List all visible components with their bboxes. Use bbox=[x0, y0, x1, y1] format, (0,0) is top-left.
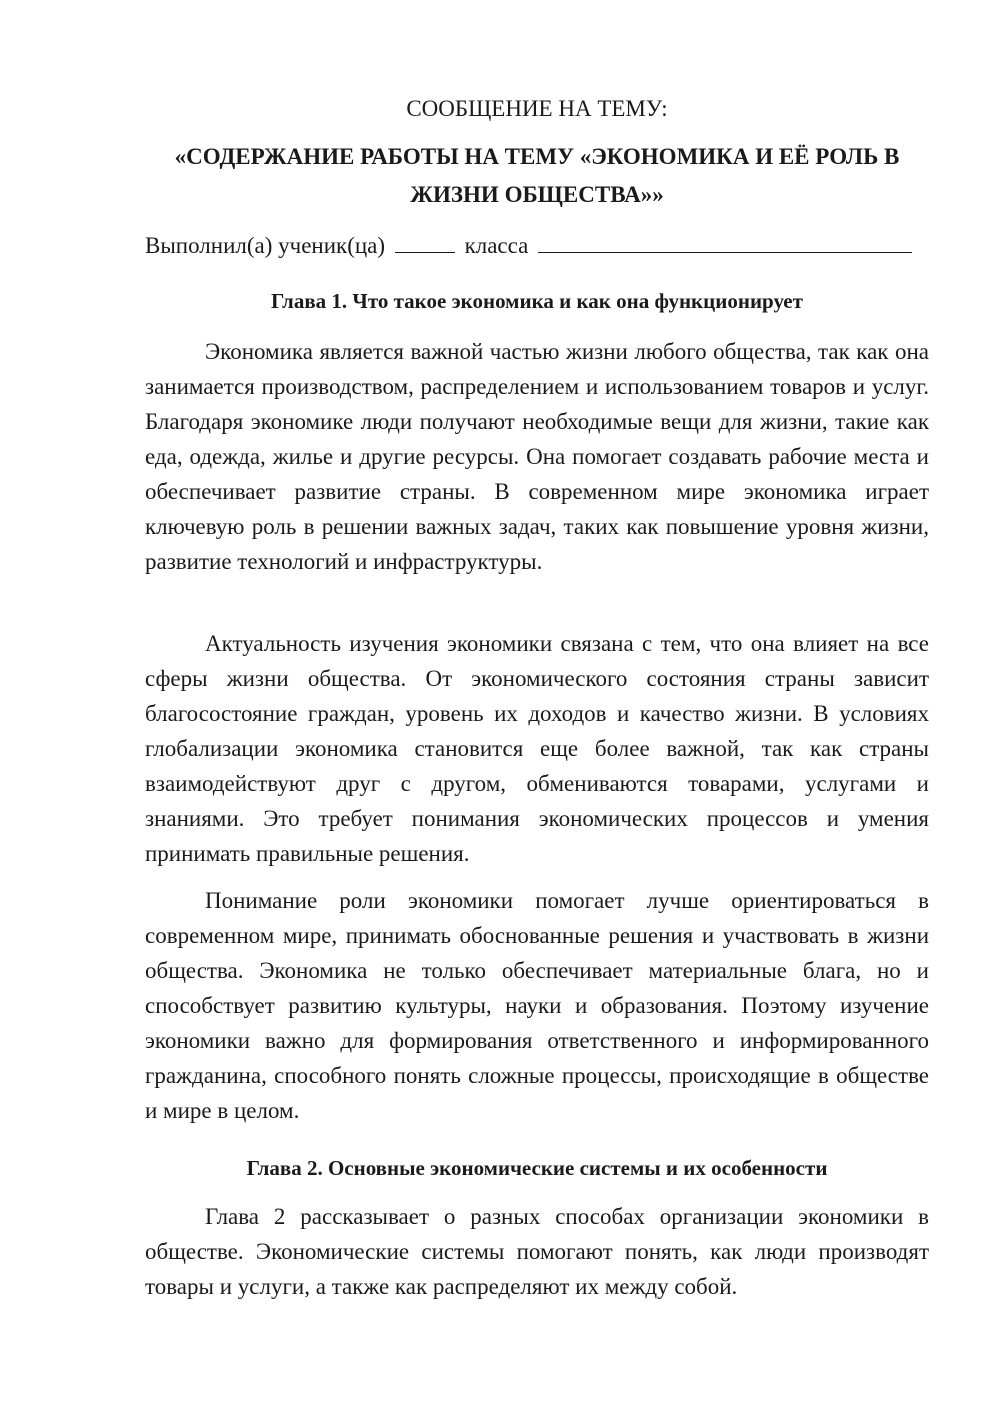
performer-label: Выполнил(а) ученик(ца) bbox=[145, 233, 386, 258]
chapter1-paragraph: Актуальность изучения экономики связана с тем, что она влияет на все сферы жизни общества. От экономического состояния страны зависит благосостояние граждан, уровень их доходов и качество жизни. В условиях глобализации экономика становится еще более важной, так как страны взаимодействуют друг с другом, обмениваются товарами, услугами и знаниями. Это требует понимания экономических процессов и умения принимать правильные решения. bbox=[145, 631, 929, 866]
chapter1-paragraph: Понимание роли экономики помогает лучше ориентироваться в современном мире, принимать обоснованные решения и участвовать в жизни общества. Экономика не только обеспечивает материальные блага, но и способствует развитию культуры, науки и образования. Поэтому изучение экономики важно для формирования ответственного и информированного гражданина, способного понять сложные процессы, происходящие в обществе и мире в целом. bbox=[145, 888, 929, 1123]
name-blank-field[interactable] bbox=[538, 230, 912, 253]
grade-blank-field[interactable] bbox=[395, 230, 455, 253]
chapter2-heading: Глава 2. Основные экономические системы и их особенности bbox=[246, 1156, 828, 1180]
performer-line bbox=[145, 230, 929, 262]
subject-header: СООБЩЕНИЕ НА ТЕМУ: bbox=[406, 96, 668, 121]
main-title: «СОДЕРЖАНИЕ РАБОТЫ НА ТЕМУ «ЭКОНОМИКА И ЕЁ РОЛЬ В ЖИЗНИ ОБЩЕСТВА»» bbox=[174, 144, 900, 207]
chapter2-paragraph: Глава 2 рассказывает о разных способах организации экономики в обществе. Экономические системы помогают понять, как люди производят товары и услуги, а также как распределяют их между собой. bbox=[145, 1204, 929, 1299]
chapter1-heading: Глава 1. Что такое экономика и как она функционирует bbox=[271, 289, 803, 313]
class-label: класса bbox=[464, 233, 529, 258]
chapter1-paragraph: Экономика является важной частью жизни любого общества, так как она занимается производством, распределением и использованием товаров и услуг. Благодаря экономике люди получают необходимые вещи для жизни, такие как еда, одежда, жилье и другие ресурсы. Она помогает создавать рабочие места и обеспечивает развитие страны. В современном мире экономика играет ключевую роль в решении важных задач, таких как повышение уровня жизни, развитие технологий и инфраструктуры. bbox=[145, 339, 929, 574]
